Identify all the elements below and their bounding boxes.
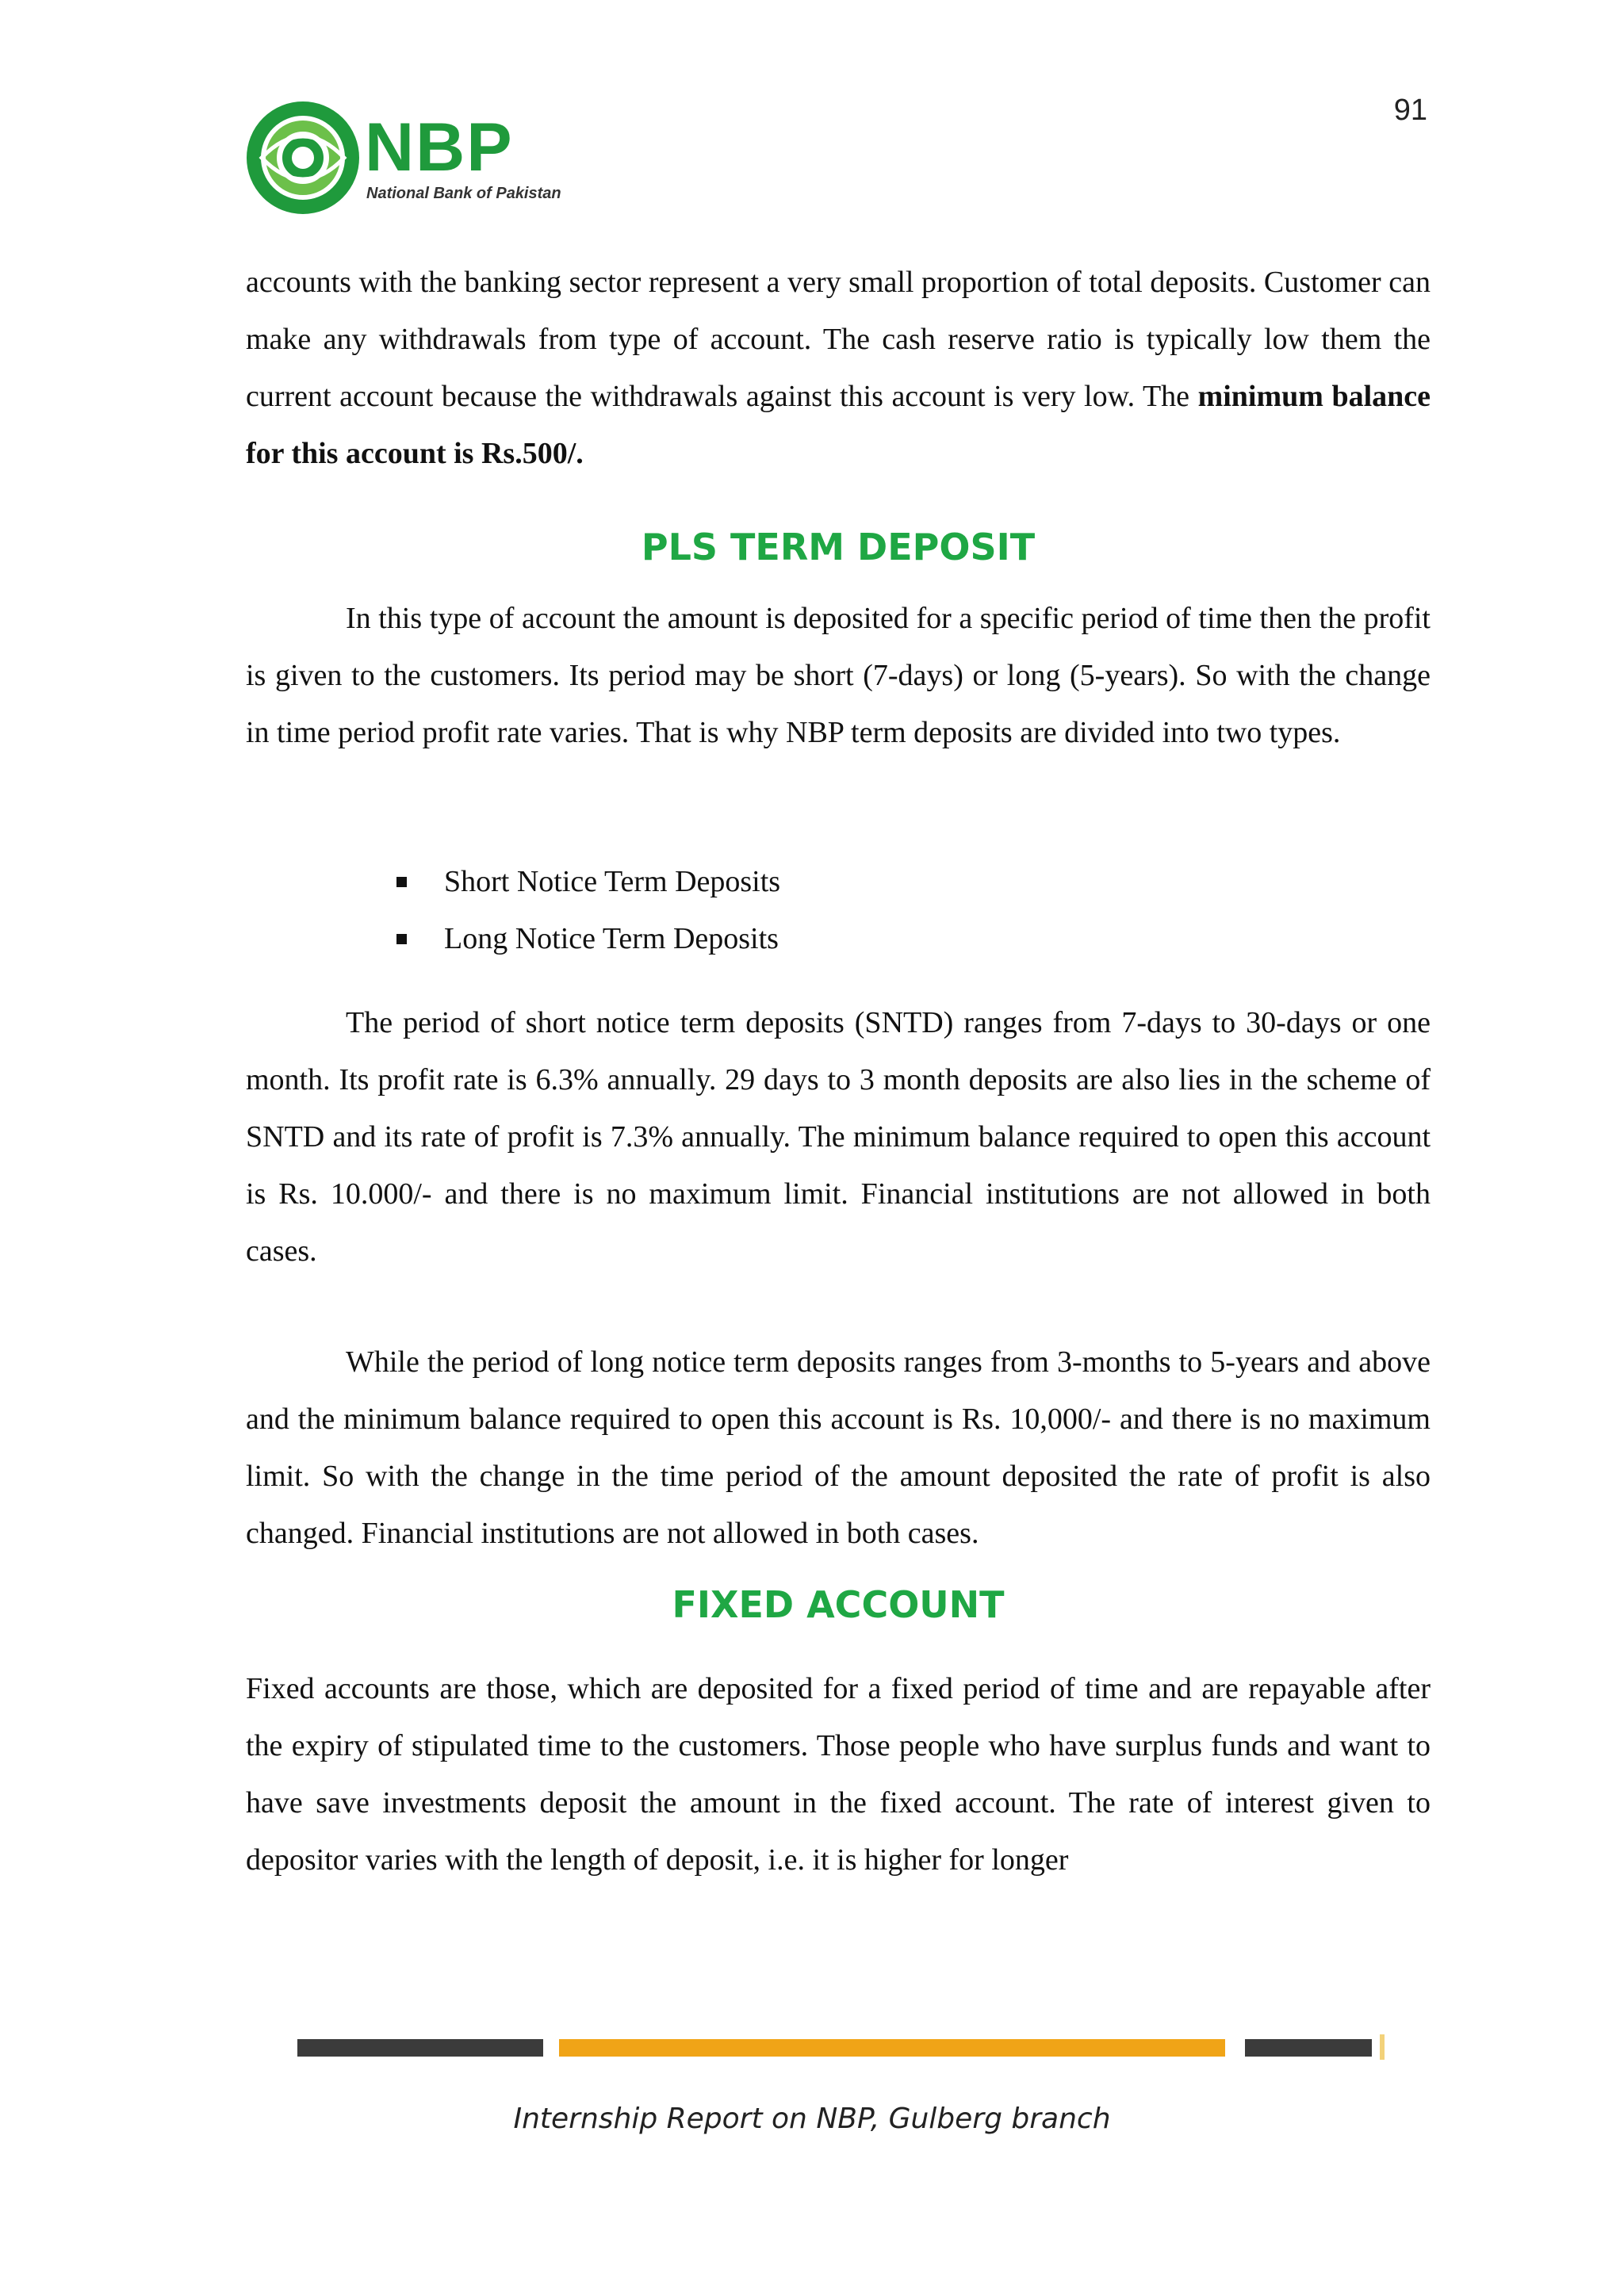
logo-subtitle: National Bank of Pakistan: [366, 185, 561, 202]
deposit-types-list: [246, 853, 1431, 967]
list-item: [396, 853, 1431, 910]
fixed-account-paragraph: Fixed accounts are those, which are deposited for a fixed period of time and are repayable after the expiry of stipulated time to the customers. Those people who have surplus funds and want to have save investments deposit the amount in the fixed account. The rate of interest given to depositor varies with the length of deposit, i.e. it is higher for longer: [246, 1672, 1431, 1877]
footer-bar-dark-right: [1245, 2039, 1372, 2057]
paragraph-spacer: [246, 1280, 1431, 1334]
nbp-logo: [246, 99, 611, 218]
list-item-text: Long Notice Term Deposits: [444, 922, 779, 955]
sntd-paragraph: The period of short notice term deposits (SNTD) ranges from 7-days to 30-days or one month. Its profit rate is 6.3% annually. 29 days to 3 month deposits are also lies in the scheme of SNTD and its rate of profit is 7.3% annually. The minimum balance required to open this account is Rs. 10.000/- and there is no maximum limit. Financial institutions are not allowed in both cases.: [246, 1006, 1431, 1268]
list-item-text: Short Notice Term Deposits: [444, 865, 781, 898]
heading-pls-term-deposit: PLS TERM DEPOSIT: [641, 526, 1036, 568]
square-bullet-icon: [396, 877, 407, 887]
square-bullet-icon: [396, 934, 407, 944]
logo-brand-text: NBP: [365, 109, 514, 186]
pls-paragraph: In this type of account the amount is deposited for a specific period of time then the profit is given to the customers. Its period may be short (7-days) or long (5-years). So with the change in time period profit rate varies. That is why NBP term deposits are divided into two types.: [246, 602, 1431, 749]
lntd-paragraph: While the period of long notice term deposits ranges from 3-months to 5-years and above and the minimum balance required to open this account is Rs. 10,000/- and there is no maximum limit. So with the change in the time period of the amount deposited the rate of profit is also changed. Financial institutions are not allowed in both cases.: [246, 1345, 1431, 1550]
footer-decorative-bars: [297, 2034, 1392, 2066]
heading-fixed-account: FIXED ACCOUNT: [672, 1583, 1005, 1626]
footer-bar-dark-left: [297, 2039, 543, 2057]
intro-bold-text: minimum balance for this account is Rs.500/.: [246, 380, 1431, 470]
nbp-emblem-icon: [246, 99, 365, 218]
footer-bar-tail: [1380, 2034, 1385, 2060]
footer-text: Internship Report on NBP, Gulberg branch: [513, 2103, 1111, 2135]
list-item: [396, 910, 1431, 967]
footer-bar-orange: [559, 2039, 1225, 2057]
intro-text: accounts with the banking sector represent a very small proportion of total deposits. Customer can make any withdrawals from type of account. The cash reserve ratio is typically low them the current account because the withdrawals against this account is very low. The: [246, 266, 1431, 413]
page-content: [246, 254, 1431, 1888]
page-number: 91: [1393, 94, 1427, 127]
intro-paragraph: [246, 254, 1431, 482]
